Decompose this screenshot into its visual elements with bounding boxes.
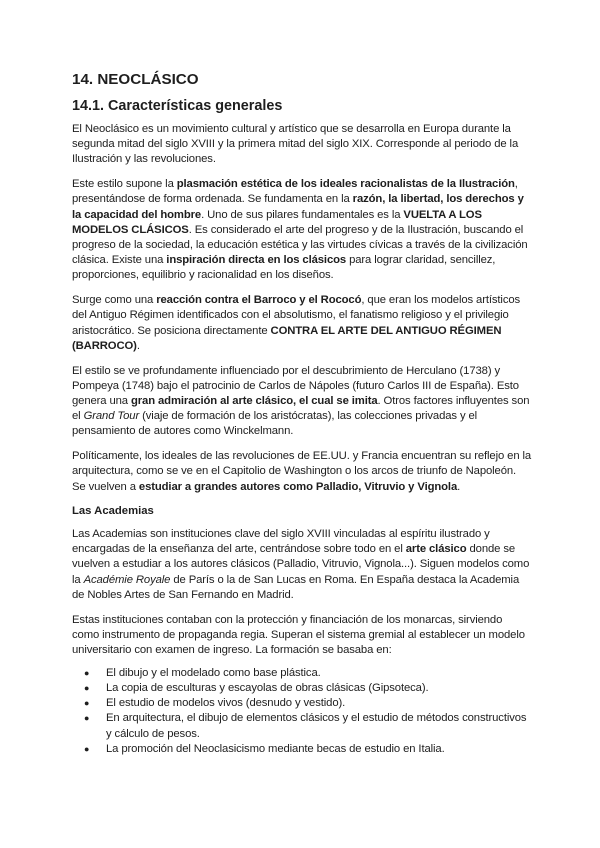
list-item: ● En arquitectura, el dibujo de elementos clásicos y el estudio de métodos constructivos y cálculo de pesos. [84, 712, 527, 740]
paragraph-reaction: Surge como una reacción contra el Barroco y el Rococó, que eran los modelos artísticos del Antiguo Régimen identificados con el absolutismo, el fanatismo religioso y el privilegio aristocrático. Se posiciona directamente CONTRA EL ARTE DEL ANTIGUO RÉGIMEN (BARROCO). [72, 294, 521, 352]
paragraph-academias: Las Academias son instituciones clave del siglo XVIII vinculadas al espíritu ilustrado y encargadas de la enseñanza del arte, centrándose sobre todo en el arte clásico donde se vuelven a estudiar a los autores clásicos (Palladio, Vitruvio, Vignola...). Siguen modelos como la Académie Royale de París o la de San Lucas en Roma. En España destaca la Academia de Nobles Artes de San Fernando en Madrid. [72, 528, 530, 601]
training-list [72, 666, 532, 757]
academias-heading: Las Academias [72, 505, 154, 518]
list-item: ● La promoción del Neoclasicismo mediante becas de estudio en Italia. [72, 742, 532, 757]
subsection-heading: 14.1. Características generales [72, 98, 283, 114]
bullet-icon: ● [84, 713, 90, 724]
paragraph-influences: El estilo se ve profundamente influenciado por el descubrimiento de Herculano (1738) y Pompeya (1748) bajo el patrocinio de Carlos de Nápoles (futuro Carlos III de España). Esto genera una gran admiración al arte clásico, el cual se imita. Otros factores influyentes son el Grand Tour (viaje de formación de los aristócratas), las colecciones privadas y el pensamiento de autores como Winckelmann. [72, 364, 530, 438]
list-item: ● El estudio de modelos vivos (desnudo y vestido). [72, 696, 532, 711]
paragraph-institutions: Estas instituciones contaban con la protección y financiación de los monarcas, sirviendo como instrumento de propaganda regia. Superan el sistema gremial al establecer un modelo universitario con examen de ingreso. La formación se basaba en: [72, 613, 525, 657]
document-page [72, 64, 532, 757]
section-heading: 14. NEOCLÁSICO [72, 71, 199, 88]
bullet-icon: ● [84, 667, 90, 678]
list-item: ● La copia de esculturas y escayolas de obras clásicas (Gipsoteca). [72, 681, 532, 696]
paragraph-politics: Políticamente, los ideales de las revoluciones de EE.UU. y Francia encuentran su reflejo en la arquitectura, como se ve en el Capitolio de Washington o los arcos de triunfo de Napoleón. Se vuelven a estudiar a grandes autores como Palladio, Vitruvio y Vignola. [72, 450, 532, 493]
bullet-icon: ● [84, 683, 90, 694]
bullet-icon: ● [84, 698, 90, 709]
list-item: ● El dibujo y el modelado como base plástica. [72, 666, 532, 681]
bullet-icon: ● [84, 743, 90, 754]
paragraph-intro: El Neoclásico es un movimiento cultural y artístico que se desarrolla en Europa durante la segunda mitad del siglo XVIII y la primera mitad del siglo XIX. Corresponde al periodo de la Ilustración y las revoluciones. [72, 123, 519, 166]
paragraph-style: Este estilo supone la plasmación estética de los ideales racionalistas de la Ilustración, presentándose de forma ordenada. Se fundamenta en la razón, la libertad, los derechos y la capacidad del hombre. Uno de sus pilares fundamentales es la VUELTA A LOS MODELOS CLÁSICOS. Es considerado el arte del progreso y de la Ilustración, buscando el progreso de la sociedad, la educación estética y las virtudes cívicas a través de la civilización clásica. Existe una inspiración directa en los clásicos para lograr claridad, sencillez, proporciones, equilibrio y racionalidad en los diseños. [72, 178, 528, 282]
